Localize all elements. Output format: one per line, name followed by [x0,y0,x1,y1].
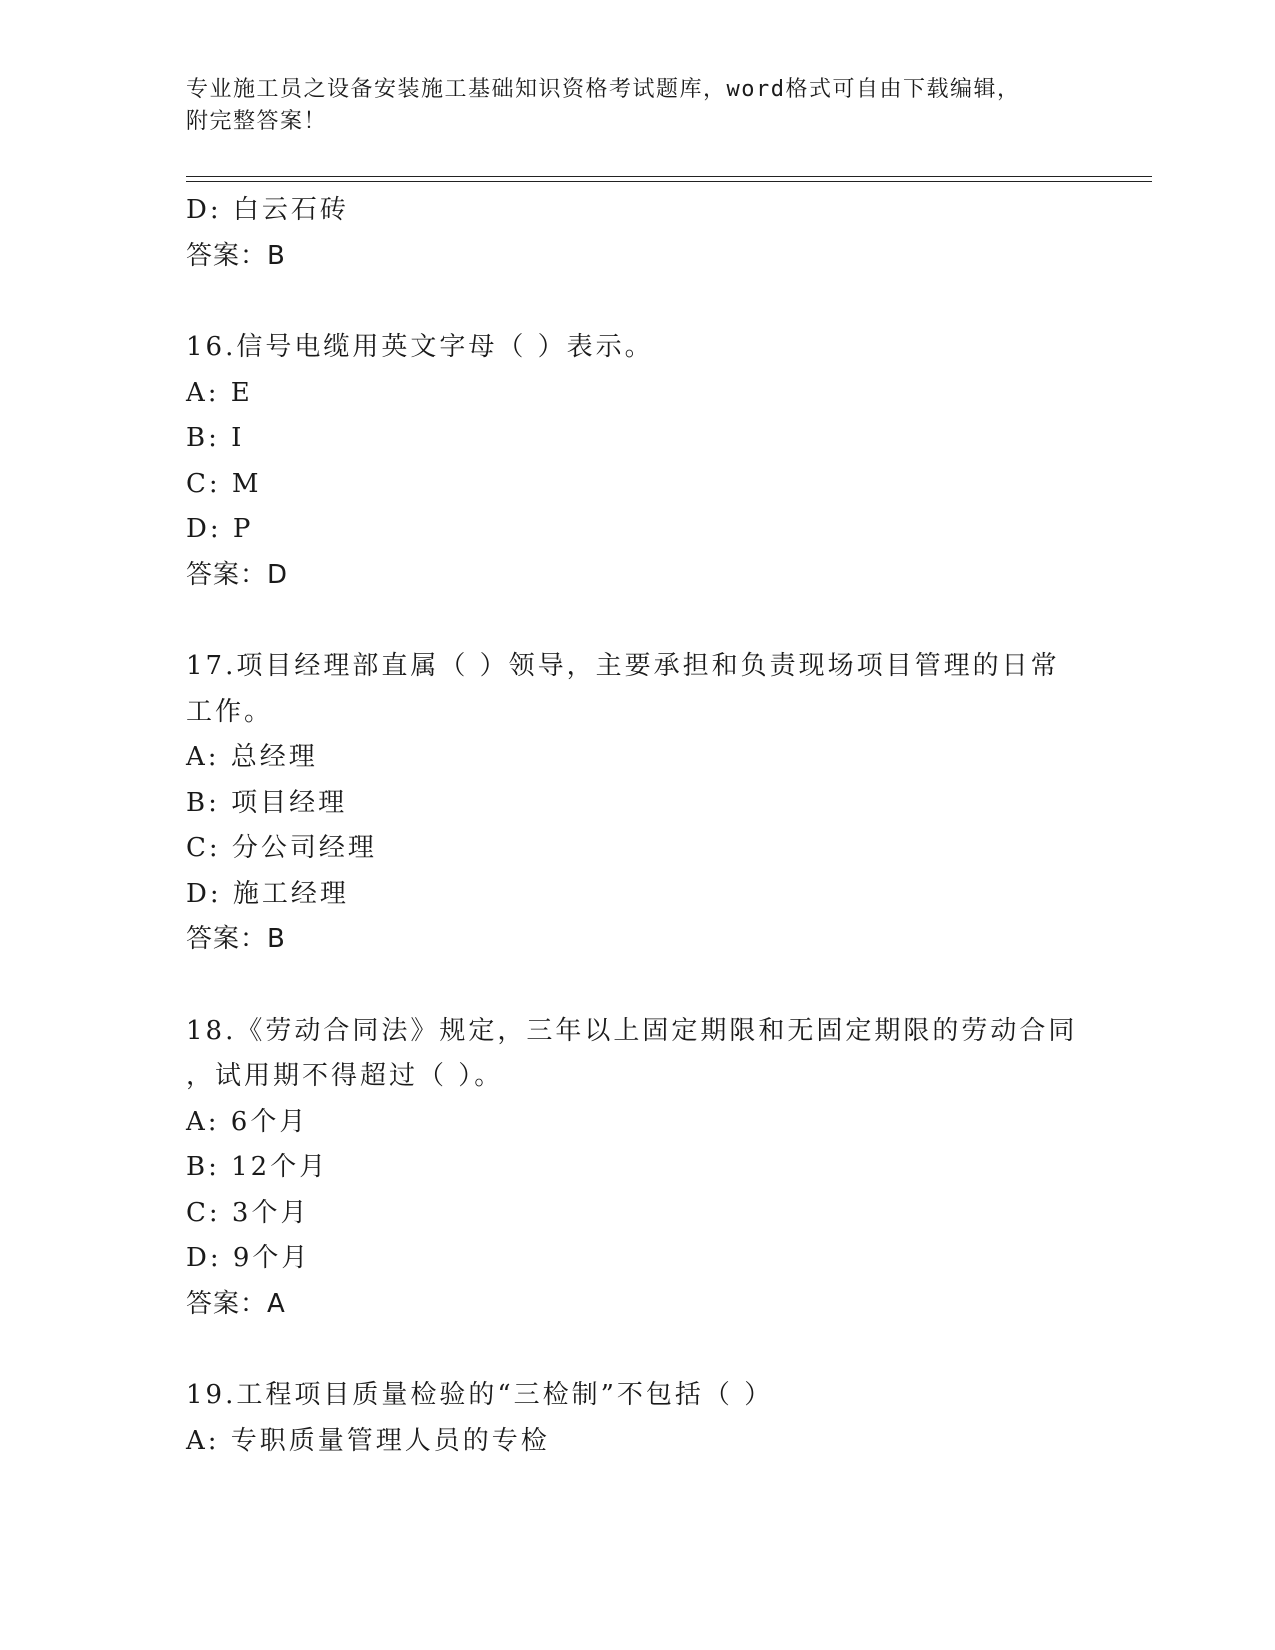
answer-line: 答案：B [186,924,286,954]
header-divider-top [186,176,1152,177]
option-b: B: I [186,423,245,453]
option-b: B: 12个月 [186,1152,329,1182]
question-16 [186,325,1086,598]
answer-line: 答案：A [186,1288,286,1319]
header-divider-bottom [186,181,1152,182]
option-a: A: 6个月 [186,1106,309,1137]
option-b: B: 项目经理 [186,787,348,818]
answer-line: 答案：B [186,240,286,271]
option-c: C: 3个月 [186,1197,310,1228]
header-line-2: 附完整答案！ [186,109,328,134]
question-text: 17.项目经理部直属（ ）领导，主要承担和负责现场项目管理的日常 [186,651,1060,681]
option-d: D: P [186,514,254,544]
question-18 [186,1009,1086,1328]
question-list [186,188,1086,1464]
option-a: A: 总经理 [186,742,318,772]
question-text-continued: 工作。 [186,696,274,727]
question-text-continued: ，试用期不得超过（ ）。 [186,1061,504,1091]
option-d: D: 9个月 [186,1243,311,1273]
option-c: C: 分公司经理 [186,833,377,863]
option-a: A: 专职质量管理人员的专检 [186,1425,550,1456]
option-d: D: 白云石砖 [186,195,349,225]
question-19 [186,1373,1086,1464]
answer-line: 答案：D [186,559,289,590]
question-17 [186,644,1086,963]
header-line-1: 专业施工员之设备安装施工基础知识资格考试题库，word格式可自由下载编辑， [186,77,1021,102]
option-a: A: E [186,377,253,408]
question-text: 18.《劳动合同法》规定，三年以上固定期限和无固定期限的劳动合同 [186,1015,1078,1046]
question-text: 19.工程项目质量检验的“三检制”不包括（ ） [186,1380,774,1410]
option-d: D: 施工经理 [186,878,349,909]
document-header [186,74,1066,138]
option-c: C: M [186,468,262,499]
question-text: 16.信号电缆用英文字母（ ）表示。 [186,332,654,362]
